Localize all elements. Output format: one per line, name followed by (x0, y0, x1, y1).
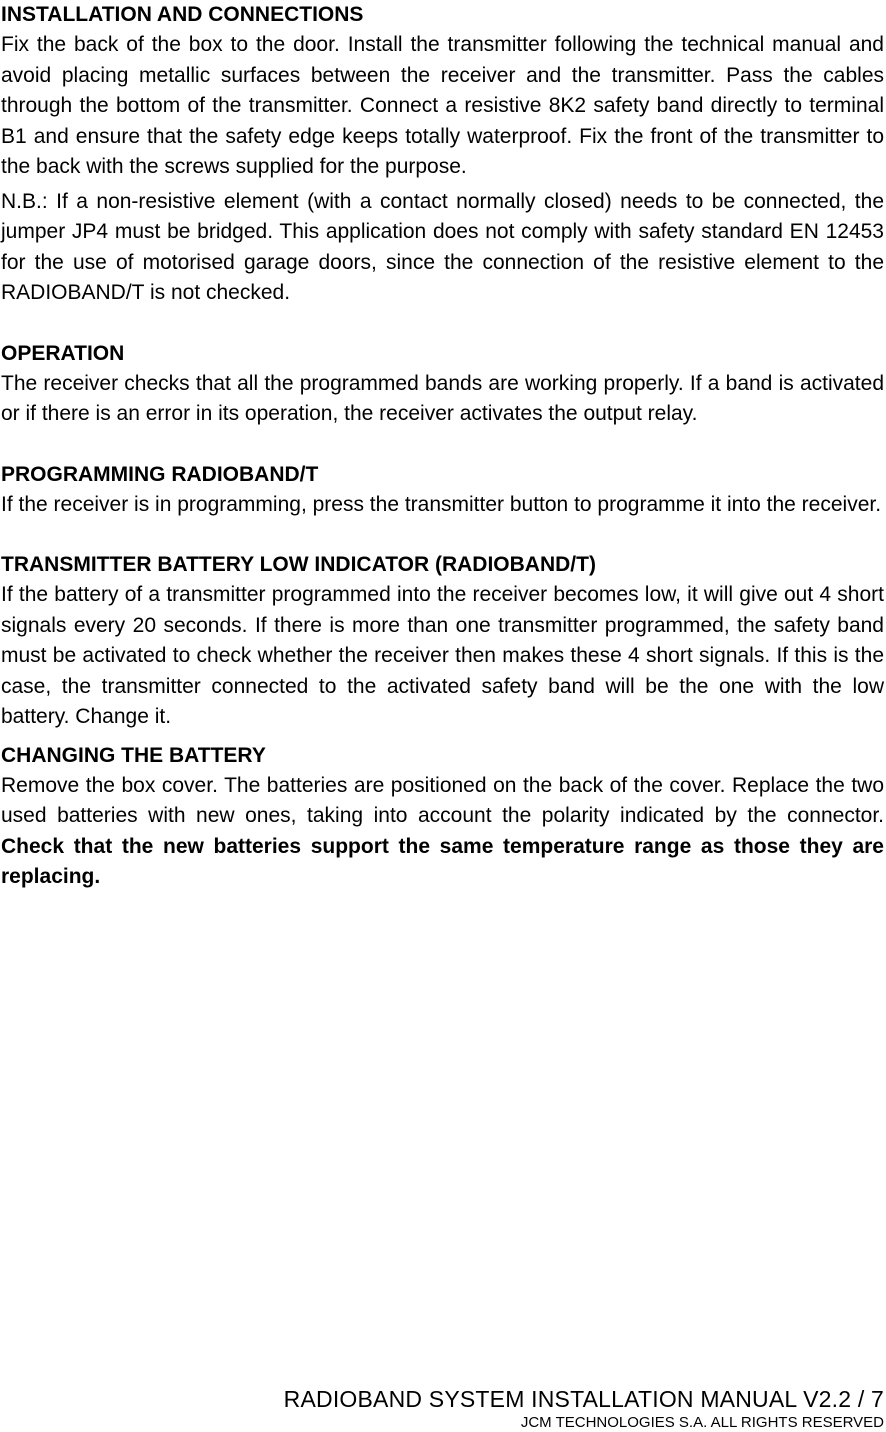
page-footer (284, 1384, 884, 1432)
heading-installation: INSTALLATION AND CONNECTIONS (1, 3, 364, 26)
paragraph-installation: Fix the back of the box to the door. Install the transmitter following the technical manual and avoid placing metallic surfaces between the receiver and the transmitter. Pass the cables through the bottom of the transmitter. Connect a resistive 8K2 safety band directly to terminal B1 and ensure that the safety edge keeps totally waterproof. Fix the front of the transmitter to the back with the screws supplied for the purpose. (1, 33, 884, 178)
paragraph-changing-battery (1, 771, 884, 893)
paragraph-nb-note: N.B.: If a non-resistive element (with a contact normally closed) needs to be connected, the jumper JP4 must be bridged. This application does not comply with safety standard EN 12453 for the use of motorised garage doors, since the connection of the resistive element to the RADIOBAND/T is not checked. (1, 189, 884, 304)
heading-operation: OPERATION (1, 341, 125, 365)
paragraph-programming: If the receiver is in programming, press the transmitter button to programme it into the receiver. (1, 492, 882, 516)
paragraph-battery-low: If the battery of a transmitter programmed into the receiver becomes low, it will give out 4 short signals every 20 seconds. If there is more than one transmitter programmed, the safety band must be activated to check whether the receiver then makes these 4 short signals. If this is the case, the transmitter connected to the activated safety band will be the one with the low battery. Change it. (1, 583, 884, 728)
changing-battery-text: Remove the box cover. The batteries are positioned on the back of the cover. Replace the two used batteries with new ones, taking into account the polarity indicated by the connector. (1, 773, 884, 827)
document-page (1, 0, 884, 893)
heading-programming: PROGRAMMING RADIOBAND/T (1, 462, 319, 486)
footer-rights: JCM TECHNOLOGIES S.A. ALL RIGHTS RESERVED (520, 1414, 884, 1431)
heading-battery-low: TRANSMITTER BATTERY LOW INDICATOR (RADIOBAND/T) (1, 553, 596, 576)
footer-manual-title: RADIOBAND SYSTEM INSTALLATION MANUAL V2.2 / 7 (283, 1386, 884, 1412)
changing-battery-warning: Check that the new batteries support the same temperature range as those they are replacing. (1, 834, 884, 888)
paragraph-operation: The receiver checks that all the programmed bands are working properly. If a band is activated or if there is an error in its operation, the receiver activates the output relay. (1, 371, 884, 425)
heading-changing-battery: CHANGING THE BATTERY (1, 743, 266, 767)
